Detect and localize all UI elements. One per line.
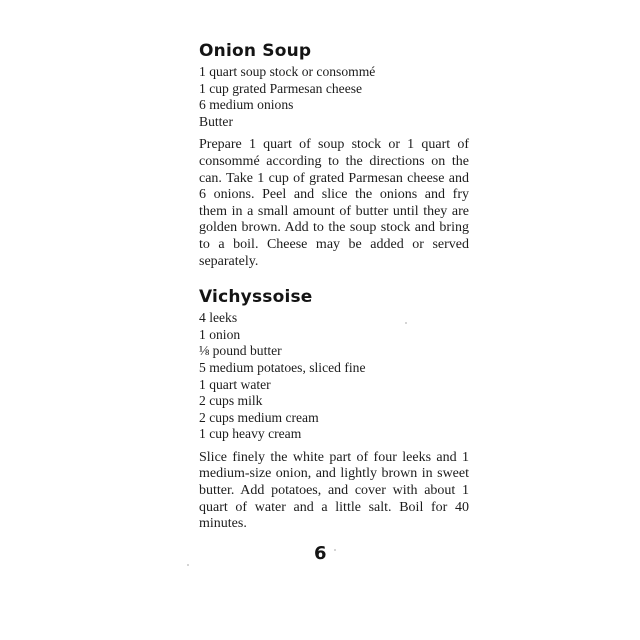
recipe-onion-soup	[199, 40, 469, 270]
ingredient-list	[199, 64, 469, 130]
cookbook-page	[199, 40, 469, 533]
recipe-directions: Prepare 1 quart of soup stock or 1 quart of consommé according to the directions on the can. Take 1 cup of grated Parmesan cheese and 6 onions. Peel and slice the onions and fry them in a small amount of butter until they are golden brown. Add to the soup stock and bring to a boil. Cheese may be added or served separately.	[199, 137, 469, 269]
ingredient-item: 1 quart water	[199, 376, 271, 392]
recipe-vichyssoise	[199, 286, 469, 533]
ingredient-item: 2 cups milk	[199, 393, 263, 409]
recipe-title: Onion Soup	[199, 41, 312, 61]
ingredient-item: 1 quart soup stock or consommé	[199, 64, 376, 79]
recipe-directions: Slice finely the white part of four leeks and 1 medium-size onion, and lightly brown in sweet butter. Add potatoes, and cover with about 1 quart of water and a little salt. Boil for 40 minutes.	[199, 449, 469, 532]
ingredient-item: Butter	[199, 113, 233, 129]
ingredient-item: 5 medium potatoes, sliced fine	[199, 359, 366, 375]
recipe-title: Vichyssoise	[199, 287, 313, 308]
paper-speck	[187, 564, 189, 566]
ingredient-item: 2 cups medium cream	[199, 409, 319, 425]
ingredient-item: 6 medium onions	[199, 97, 294, 113]
page-number: 6	[314, 543, 327, 564]
ingredient-item: ⅛ pound butter	[199, 343, 282, 359]
ingredient-item: 1 cup grated Parmesan cheese	[199, 80, 363, 96]
ingredient-item: 1 onion	[199, 326, 241, 342]
ingredient-item: 4 leeks	[199, 310, 238, 326]
ingredient-list	[199, 310, 469, 443]
paper-speck	[334, 549, 336, 551]
ingredient-item: 1 cup heavy cream	[199, 426, 302, 442]
paper-speck	[405, 322, 407, 324]
